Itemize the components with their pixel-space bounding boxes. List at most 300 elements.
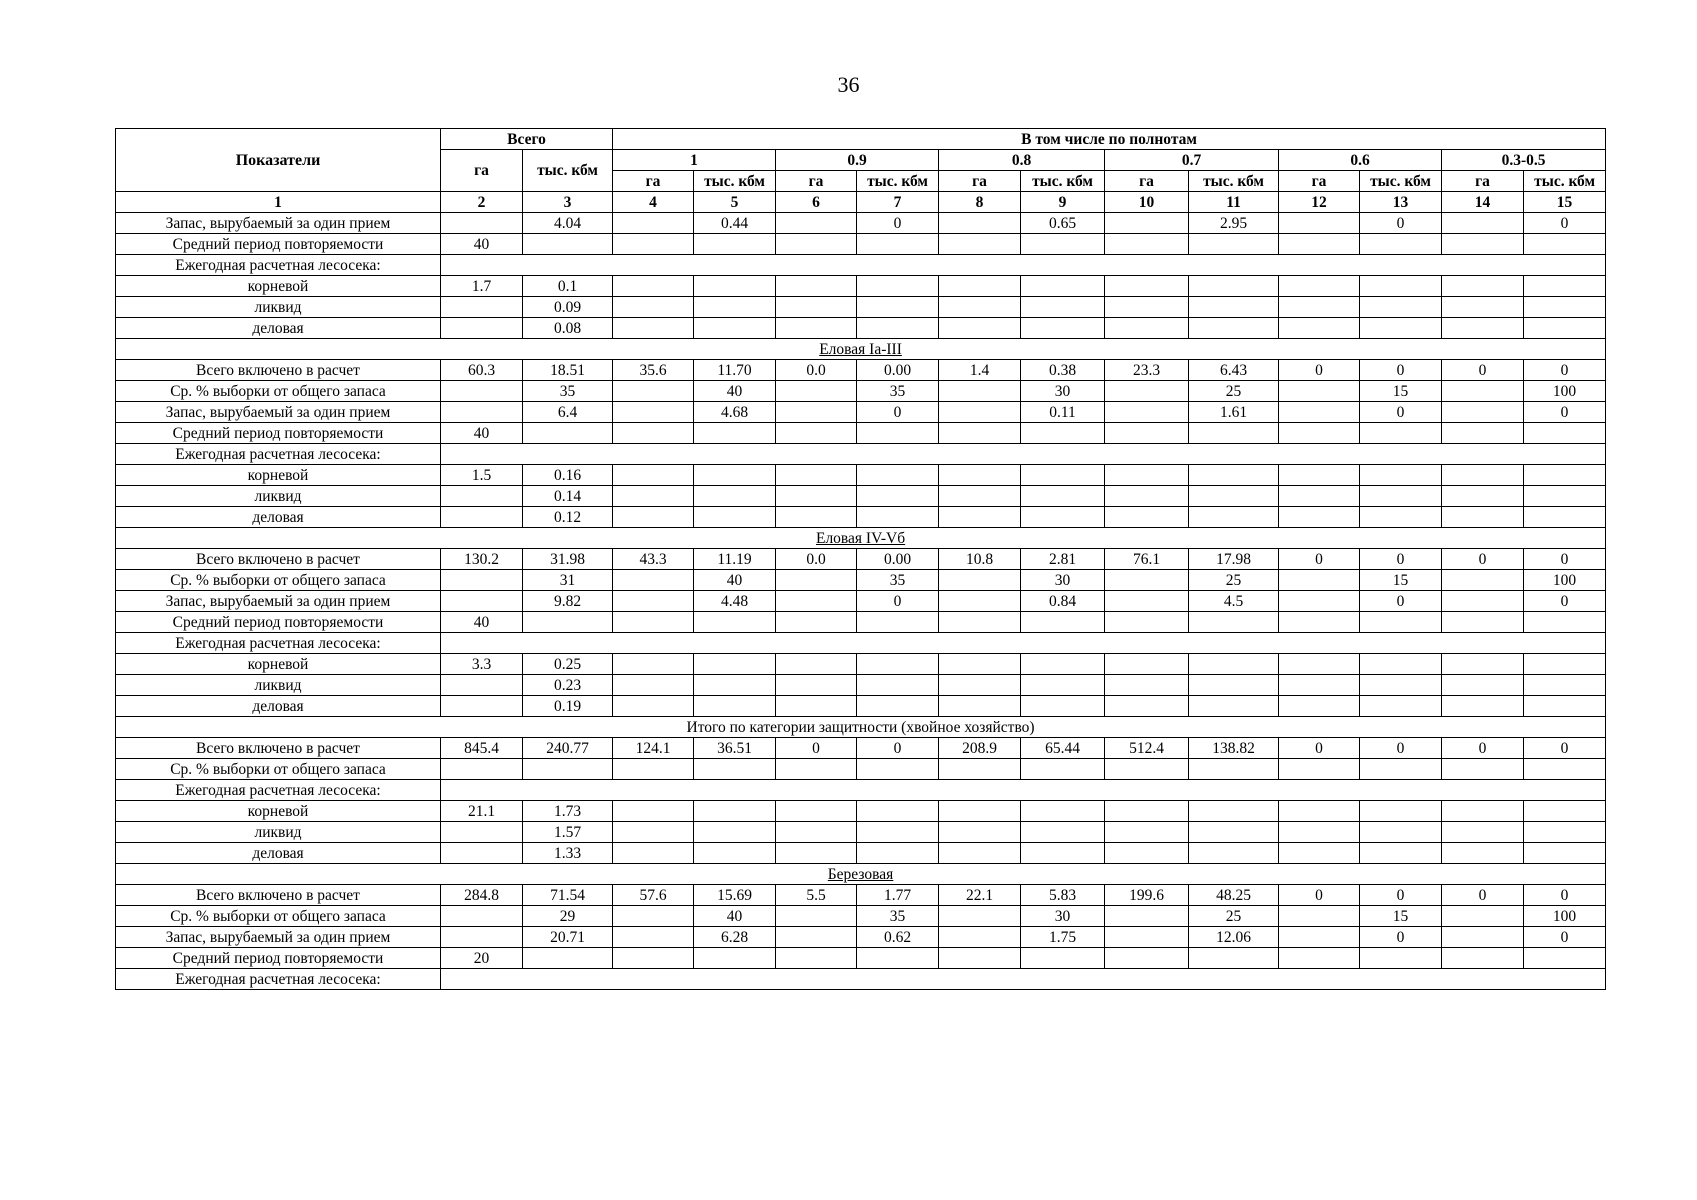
table-cell [1279, 822, 1360, 843]
table-cell [1189, 654, 1279, 675]
table-cell [1105, 906, 1189, 927]
table-cell [1189, 507, 1279, 528]
table-row [116, 843, 1606, 864]
table-cell [939, 822, 1021, 843]
table-cell: 15 [1360, 570, 1442, 591]
table-cell [1442, 675, 1524, 696]
table-row [116, 738, 1606, 759]
table-cell: 0 [857, 591, 939, 612]
table-cell: 0.19 [523, 696, 613, 717]
table-cell [939, 234, 1021, 255]
table-cell [1189, 696, 1279, 717]
table-cell [776, 927, 857, 948]
table-cell: 1.7 [441, 276, 523, 297]
table-cell: 0 [1442, 549, 1524, 570]
table-cell [776, 696, 857, 717]
table-cell [939, 465, 1021, 486]
table-cell: 4.5 [1189, 591, 1279, 612]
table-cell: 1.57 [523, 822, 613, 843]
table-cell: 0 [1442, 885, 1524, 906]
page-number: 36 [837, 72, 860, 97]
table-cell: 4.48 [694, 591, 776, 612]
column-number: 9 [1021, 192, 1105, 213]
table-cell [523, 759, 613, 780]
table-cell [1524, 822, 1606, 843]
row-label: Средний период повторяемости [116, 423, 441, 444]
table-cell [1442, 801, 1524, 822]
table-cell [1279, 906, 1360, 927]
subheading-row [116, 969, 1606, 990]
section-row [116, 339, 1606, 360]
table-cell [694, 612, 776, 633]
table-cell [694, 465, 776, 486]
table-row [116, 612, 1606, 633]
table-cell [694, 675, 776, 696]
section-title: Березовая [116, 864, 1606, 885]
table-cell: 9.82 [523, 591, 613, 612]
table-cell [1021, 318, 1105, 339]
row-label: Ежегодная расчетная лесосека: [116, 969, 441, 990]
table-cell [1021, 612, 1105, 633]
table-cell [857, 759, 939, 780]
table-cell [613, 276, 694, 297]
table-cell [613, 570, 694, 591]
column-number: 1 [116, 192, 441, 213]
table-cell [1105, 654, 1189, 675]
table-cell: 845.4 [441, 738, 523, 759]
table-cell [939, 297, 1021, 318]
table-cell [857, 822, 939, 843]
table-cell [441, 696, 523, 717]
table-cell: 0.14 [523, 486, 613, 507]
table-cell [776, 402, 857, 423]
row-label: ликвид [116, 486, 441, 507]
table-cell [441, 318, 523, 339]
table-row [116, 906, 1606, 927]
table-cell [1442, 696, 1524, 717]
table-cell [1524, 486, 1606, 507]
table-cell [1021, 297, 1105, 318]
table-cell: 1.33 [523, 843, 613, 864]
table-cell: 25 [1189, 570, 1279, 591]
table-cell: 6.43 [1189, 360, 1279, 381]
table-cell [1360, 654, 1442, 675]
row-label: ликвид [116, 822, 441, 843]
table-cell: 0.00 [857, 360, 939, 381]
table-cell [1189, 675, 1279, 696]
table-cell [694, 843, 776, 864]
table-cell [1360, 822, 1442, 843]
table-cell: 0.09 [523, 297, 613, 318]
section-title: Еловая IV-Vб [116, 528, 1606, 549]
table-cell [776, 612, 857, 633]
row-label: Ср. % выборки от общего запаса [116, 759, 441, 780]
table-cell [1524, 507, 1606, 528]
table-cell: 0.1 [523, 276, 613, 297]
table-cell: 0.25 [523, 654, 613, 675]
table-cell [776, 948, 857, 969]
table-cell: 0.0 [776, 360, 857, 381]
table-cell [523, 423, 613, 444]
table-cell: 71.54 [523, 885, 613, 906]
header-ha: га [1279, 171, 1360, 192]
table-cell [939, 381, 1021, 402]
header-density: 0.7 [1105, 150, 1279, 171]
table-cell [1021, 801, 1105, 822]
table-cell [694, 507, 776, 528]
table-cell [1105, 822, 1189, 843]
table-cell: 21.1 [441, 801, 523, 822]
table-cell [613, 843, 694, 864]
table-cell [1279, 612, 1360, 633]
table-cell: 0 [1442, 738, 1524, 759]
table-cell [1524, 297, 1606, 318]
table-cell [1360, 276, 1442, 297]
table-cell [1189, 486, 1279, 507]
row-label: Запас, вырубаемый за один прием [116, 927, 441, 948]
table-cell [1279, 759, 1360, 780]
table-cell: 138.82 [1189, 738, 1279, 759]
table-cell: 0 [1360, 402, 1442, 423]
table-cell: 0 [1524, 360, 1606, 381]
table-cell: 0 [1360, 591, 1442, 612]
table-cell [776, 486, 857, 507]
header-density: 0.9 [776, 150, 939, 171]
table-cell: 20 [441, 948, 523, 969]
table-cell [776, 654, 857, 675]
table-cell: 35 [857, 381, 939, 402]
table-cell [939, 276, 1021, 297]
table-cell [939, 570, 1021, 591]
table-cell: 3.3 [441, 654, 523, 675]
table-cell: 43.3 [613, 549, 694, 570]
table-cell [441, 381, 523, 402]
row-label: Средний период повторяемости [116, 612, 441, 633]
row-label: корневой [116, 654, 441, 675]
table-cell: 208.9 [939, 738, 1021, 759]
table-cell: 1.77 [857, 885, 939, 906]
table-cell [1189, 843, 1279, 864]
table-cell [441, 213, 523, 234]
table-cell [776, 801, 857, 822]
table-cell: 0.11 [1021, 402, 1105, 423]
table-cell [1279, 654, 1360, 675]
row-label: Запас, вырубаемый за один прием [116, 402, 441, 423]
table-cell [694, 696, 776, 717]
table-cell [1021, 276, 1105, 297]
table-cell [1279, 570, 1360, 591]
header-total: Всего [441, 129, 613, 150]
table-cell [1360, 696, 1442, 717]
table-cell [1021, 423, 1105, 444]
table-cell: 40 [694, 570, 776, 591]
table-cell [1360, 234, 1442, 255]
table-cell [1524, 612, 1606, 633]
row-label: деловая [116, 843, 441, 864]
table-cell [1360, 318, 1442, 339]
table-cell [441, 843, 523, 864]
table-cell [1442, 381, 1524, 402]
table-row [116, 927, 1606, 948]
table-cell [1105, 696, 1189, 717]
table-cell [1189, 297, 1279, 318]
table-cell [939, 486, 1021, 507]
table-cell: 0 [1360, 885, 1442, 906]
table-cell [613, 759, 694, 780]
subheading-row [116, 633, 1606, 654]
table-cell [1105, 507, 1189, 528]
table-cell [523, 948, 613, 969]
table-cell [694, 423, 776, 444]
header-density: 0.8 [939, 150, 1105, 171]
row-label: деловая [116, 507, 441, 528]
table-cell [939, 906, 1021, 927]
table-cell: 100 [1524, 570, 1606, 591]
table-cell [857, 465, 939, 486]
table-cell [857, 276, 939, 297]
table-cell [613, 654, 694, 675]
table-cell [1524, 843, 1606, 864]
table-cell [694, 759, 776, 780]
table-cell [1524, 801, 1606, 822]
row-label: Ежегодная расчетная лесосека: [116, 444, 441, 465]
table-cell [776, 507, 857, 528]
header-ha: га [613, 171, 694, 192]
empty-span-cell [441, 444, 1606, 465]
table-cell: 35.6 [613, 360, 694, 381]
row-label: ликвид [116, 297, 441, 318]
table-row [116, 276, 1606, 297]
table-cell [613, 213, 694, 234]
column-number: 13 [1360, 192, 1442, 213]
subheading-row [116, 444, 1606, 465]
table-cell [1442, 234, 1524, 255]
table-cell [1524, 234, 1606, 255]
table-cell: 1.75 [1021, 927, 1105, 948]
table-cell: 18.51 [523, 360, 613, 381]
column-number: 5 [694, 192, 776, 213]
table-cell: 36.51 [694, 738, 776, 759]
table-cell [1279, 234, 1360, 255]
table-cell: 0 [857, 402, 939, 423]
table-cell: 15 [1360, 906, 1442, 927]
column-number: 3 [523, 192, 613, 213]
row-label: Ср. % выборки от общего запаса [116, 570, 441, 591]
header-ha: га [939, 171, 1021, 192]
table-cell: 0 [1279, 549, 1360, 570]
table-cell [1360, 423, 1442, 444]
header-ha: га [1105, 171, 1189, 192]
table-cell [939, 318, 1021, 339]
table-header [116, 129, 1606, 213]
table-cell: 48.25 [1189, 885, 1279, 906]
header-kbm: тыс. кбм [1189, 171, 1279, 192]
table-cell [694, 234, 776, 255]
table-cell [1021, 654, 1105, 675]
table-cell [613, 381, 694, 402]
table-cell: 2.81 [1021, 549, 1105, 570]
row-label: Всего включено в расчет [116, 738, 441, 759]
table-cell [613, 465, 694, 486]
table-cell [1105, 423, 1189, 444]
table-row [116, 822, 1606, 843]
column-number: 14 [1442, 192, 1524, 213]
table-cell: 0.44 [694, 213, 776, 234]
table-cell [776, 297, 857, 318]
table-cell [1189, 759, 1279, 780]
table-cell: 0 [776, 738, 857, 759]
column-number: 15 [1524, 192, 1606, 213]
table-cell: 6.4 [523, 402, 613, 423]
table-cell [1524, 465, 1606, 486]
header-density: 0.6 [1279, 150, 1442, 171]
table-body [116, 213, 1606, 990]
table-cell: 124.1 [613, 738, 694, 759]
table-cell [1442, 297, 1524, 318]
table-cell: 0 [1524, 738, 1606, 759]
table-cell [1442, 465, 1524, 486]
table-cell [613, 297, 694, 318]
row-label: корневой [116, 801, 441, 822]
table-cell: 40 [694, 906, 776, 927]
table-cell: 5.5 [776, 885, 857, 906]
table-row [116, 213, 1606, 234]
table-cell [613, 927, 694, 948]
table-cell [1189, 276, 1279, 297]
table-cell [1189, 318, 1279, 339]
row-label: Средний период повторяемости [116, 948, 441, 969]
row-label: деловая [116, 318, 441, 339]
table-row [116, 759, 1606, 780]
table-cell [1105, 465, 1189, 486]
header-kbm: тыс. кбм [857, 171, 939, 192]
table-cell [441, 486, 523, 507]
table-cell: 0 [1360, 213, 1442, 234]
table-cell: 0 [1524, 591, 1606, 612]
table-cell [694, 654, 776, 675]
table-cell [1442, 654, 1524, 675]
table-cell [1524, 276, 1606, 297]
table-cell [1021, 696, 1105, 717]
table-cell: 4.68 [694, 402, 776, 423]
table-cell [441, 906, 523, 927]
table-cell: 0 [1524, 213, 1606, 234]
table-row [116, 675, 1606, 696]
table-cell: 40 [441, 612, 523, 633]
table-cell: 199.6 [1105, 885, 1189, 906]
table-cell: 2.95 [1189, 213, 1279, 234]
table-row [116, 654, 1606, 675]
table-cell [1360, 465, 1442, 486]
table-cell [1442, 612, 1524, 633]
table-cell [1105, 297, 1189, 318]
table-cell [1442, 591, 1524, 612]
table-row [116, 591, 1606, 612]
table-cell [1524, 318, 1606, 339]
column-number: 11 [1189, 192, 1279, 213]
table-row [116, 234, 1606, 255]
table-cell [694, 822, 776, 843]
table-cell: 65.44 [1021, 738, 1105, 759]
table-cell [441, 297, 523, 318]
row-label: Ежегодная расчетная лесосека: [116, 633, 441, 654]
section-row [116, 528, 1606, 549]
table-cell [1360, 948, 1442, 969]
subheading-row [116, 255, 1606, 276]
section-row [116, 717, 1606, 738]
table-cell [1189, 465, 1279, 486]
table-cell [939, 213, 1021, 234]
table-cell [1442, 423, 1524, 444]
table-cell [1021, 675, 1105, 696]
table-cell [776, 843, 857, 864]
table-cell [613, 486, 694, 507]
table-cell: 30 [1021, 381, 1105, 402]
forest-allowance-table [115, 128, 1606, 990]
table-cell: 0 [1279, 885, 1360, 906]
table-cell [1360, 612, 1442, 633]
table-cell [694, 318, 776, 339]
table-cell [1279, 276, 1360, 297]
table-cell [1105, 486, 1189, 507]
table-cell [441, 759, 523, 780]
table-cell [1279, 696, 1360, 717]
table-cell [939, 759, 1021, 780]
table-cell: 130.2 [441, 549, 523, 570]
header-kbm: тыс. кбм [694, 171, 776, 192]
table-row [116, 696, 1606, 717]
empty-span-cell [441, 633, 1606, 654]
table-cell [613, 507, 694, 528]
table-cell: 1.73 [523, 801, 613, 822]
table-cell [694, 486, 776, 507]
header-kbm: тыс. кбм [1360, 171, 1442, 192]
table-cell: 60.3 [441, 360, 523, 381]
table-cell: 0 [1360, 549, 1442, 570]
table-cell [1105, 402, 1189, 423]
table-cell [523, 612, 613, 633]
table-cell [857, 486, 939, 507]
table-cell [1279, 591, 1360, 612]
table-cell [1279, 381, 1360, 402]
header-density: 1 [613, 150, 776, 171]
table-cell [857, 675, 939, 696]
table-cell: 11.19 [694, 549, 776, 570]
table-cell [776, 381, 857, 402]
table-cell [1105, 381, 1189, 402]
table-cell: 40 [694, 381, 776, 402]
table-cell: 25 [1189, 381, 1279, 402]
table-cell [1442, 486, 1524, 507]
table-cell [694, 948, 776, 969]
table-cell: 31.98 [523, 549, 613, 570]
header-kbm: тыс. кбм [1524, 171, 1606, 192]
table-cell [613, 612, 694, 633]
header-total-ha: га [441, 150, 523, 192]
table-row [116, 486, 1606, 507]
table-cell: 0.62 [857, 927, 939, 948]
table-cell [1279, 423, 1360, 444]
table-cell: 20.71 [523, 927, 613, 948]
column-number: 2 [441, 192, 523, 213]
table-cell [1524, 759, 1606, 780]
row-label: Ежегодная расчетная лесосека: [116, 255, 441, 276]
table-cell [1442, 318, 1524, 339]
table-cell [1360, 843, 1442, 864]
table-cell [1442, 927, 1524, 948]
table-cell [1360, 297, 1442, 318]
section-title: Еловая Ia-III [116, 339, 1606, 360]
